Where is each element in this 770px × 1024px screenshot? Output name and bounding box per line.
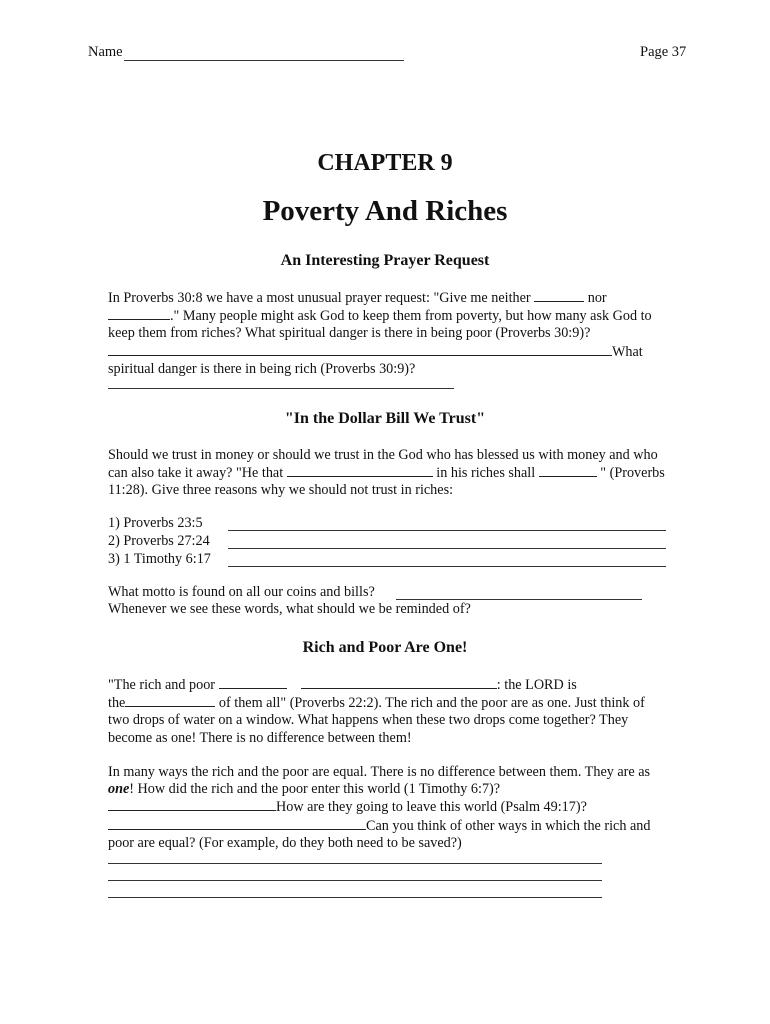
s3-p2-line1: In many ways the rich and the poor are equal. There is no difference between them. They are as [108,764,651,780]
blank-neither[interactable] [534,289,584,302]
s1-line2: ." Many people might ask God to keep them from poverty, but how many ask God to [170,308,652,325]
blank-together[interactable] [301,676,497,689]
answer-line-equal-1[interactable] [108,863,602,864]
answer-line-reason-2[interactable] [228,548,666,549]
s2-line2c: " (Proverbs [600,465,665,482]
s3-line4: become as one! There is no difference between them! [108,729,412,746]
s3-p2-line2: ! How did the rich and the poor enter this world (1 Timothy 6:7)? [129,781,501,798]
blank-trusteth[interactable] [287,464,433,477]
s3-line1b: : the LORD is [496,677,577,693]
s1-what: What [612,343,643,360]
section1-paragraph [108,289,698,378]
section-heading-rich-poor: Rich and Poor Are One! [302,639,468,656]
reason-row-3 [108,551,211,568]
section2-paragraph [108,447,698,500]
s3-line2a: the [108,695,126,712]
answer-line-danger-rich[interactable] [108,388,454,389]
page-title: Poverty And Riches [262,195,508,227]
s3-line1a: "The rich and poor [108,677,216,693]
s3-p2-one: one [108,781,130,798]
s3-p2-line4: Can you think of other ways in which the rich and [366,817,651,834]
section3-paragraph1 [108,676,698,747]
s3-line3: two drops of water on a window. What happens when these two drops come together? They [108,712,629,729]
section-heading-prayer-request: An Interesting Prayer Request [280,252,490,269]
reason-row-1 [108,515,203,532]
answer-line-motto[interactable] [396,599,642,600]
s1-line5: spiritual danger is there in being rich (Proverbs 30:9)? [108,360,416,377]
blank-nor[interactable] [108,307,170,320]
chapter-heading: CHAPTER 9 [317,150,453,176]
blank-fall[interactable] [539,464,597,477]
remind-text: Whenever we see these words, what should we be reminded of? [108,601,471,617]
answer-line-equal-2[interactable] [108,880,602,881]
motto-question [108,584,375,601]
reason-ref-2: 2) Proverbs 27:24 [108,533,210,549]
answer-line-equal-3[interactable] [108,897,602,898]
s1-line1: In Proverbs 30:8 we have a most unusual prayer request: "Give me neither [108,290,531,306]
section3-paragraph2 [108,764,698,852]
s3-line2b: of them all" (Proverbs 22:2). The rich and the poor are as one. Just think of [218,695,645,712]
s2-line1: Should we trust in money or should we trust in the God who has blessed us with money and who [108,447,658,463]
blank-meet[interactable] [219,676,287,689]
name-label: Name [88,44,123,60]
s1-line3: keep them from riches? What spiritual danger is there in being poor (Proverbs 30:9)? [108,325,591,342]
section-heading-dollar-bill: "In the Dollar Bill We Trust" [284,410,486,427]
blank-leave-world[interactable] [108,817,366,830]
name-field[interactable] [124,60,404,61]
s3-p2-line5: poor are equal? (For example, do they both need to be saved?) [108,834,462,851]
s1-nor: nor [587,290,607,306]
remind-question [108,601,471,618]
answer-line-reason-3[interactable] [228,566,666,567]
answer-line-reason-1[interactable] [228,530,666,531]
s2-line3: 11:28). Give three reasons why we should not trust in riches: [108,482,454,499]
blank-maker[interactable] [125,694,215,707]
reason-ref-3: 3) 1 Timothy 6:17 [108,551,211,567]
page-number: Page 37 [640,44,687,60]
s2-line2a: can also take it away? "He that [108,465,284,482]
blank-enter-world[interactable] [108,798,276,811]
s2-line2b: in his riches shall [436,465,536,482]
reason-ref-1: 1) Proverbs 23:5 [108,515,203,531]
s3-p2-line3: How are they going to leave this world (Psalm 49:17)? [276,799,587,816]
blank-danger-poor[interactable] [108,343,612,356]
motto-text: What motto is found on all our coins and bills? [108,584,375,600]
reason-row-2 [108,533,210,550]
